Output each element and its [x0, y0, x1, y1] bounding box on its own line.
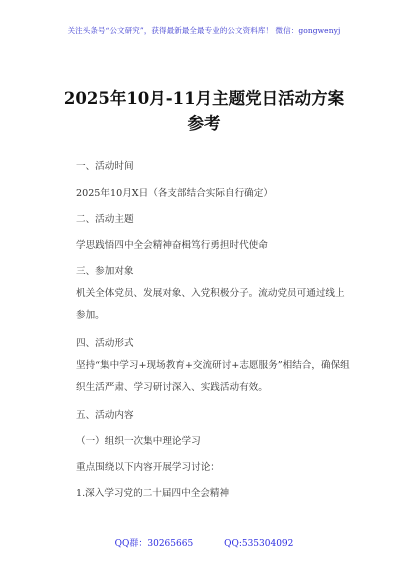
paragraph-time: 2025年10月X日（各支部结合实际自行确定） — [76, 188, 273, 199]
title-line-1: 2025年10月-11月主题党日活动方案 — [63, 89, 345, 108]
section-heading-theme: 二、活动主题 — [76, 214, 134, 225]
title-line-2: 参考 — [187, 114, 221, 133]
paragraph-theme: 学思践悟四中全会精神奋楫笃行勇担时代使命 — [76, 240, 268, 251]
section-heading-format: 四、活动形式 — [76, 338, 134, 349]
footer-qq-group: QQ群：30265665 — [114, 539, 194, 549]
document-title — [0, 86, 408, 136]
section-heading-time: 一、活动时间 — [76, 161, 134, 172]
footer-qq: QQ:535304092 — [224, 539, 294, 549]
paragraph-format: 坚持“集中学习+现场教育+交流研讨+志愿服务”相结合，确保组织生活严肃、学习研讨深入、实践活动有效。 — [76, 360, 350, 393]
section-heading-content: 五、活动内容 — [76, 410, 134, 421]
paragraph-participants: 机关全体党员、发展对象、入党积极分子。流动党员可通过线上参加。 — [76, 288, 345, 321]
header-note: 关注头条号“公文研究”，获得最新最全最专业的公文资料库！ 微信：gongwenyj — [67, 26, 341, 35]
section-heading-participants: 三、参加对象 — [76, 266, 134, 277]
footer-contact — [0, 536, 408, 549]
paragraph-content-item-1: （一）组织一次集中理论学习 — [76, 436, 201, 447]
paragraph-content-point-1: 1.深入学习党的二十届四中全会精神 — [76, 488, 230, 499]
paragraph-content-intro: 重点围绕以下内容开展学习讨论： — [76, 462, 220, 473]
